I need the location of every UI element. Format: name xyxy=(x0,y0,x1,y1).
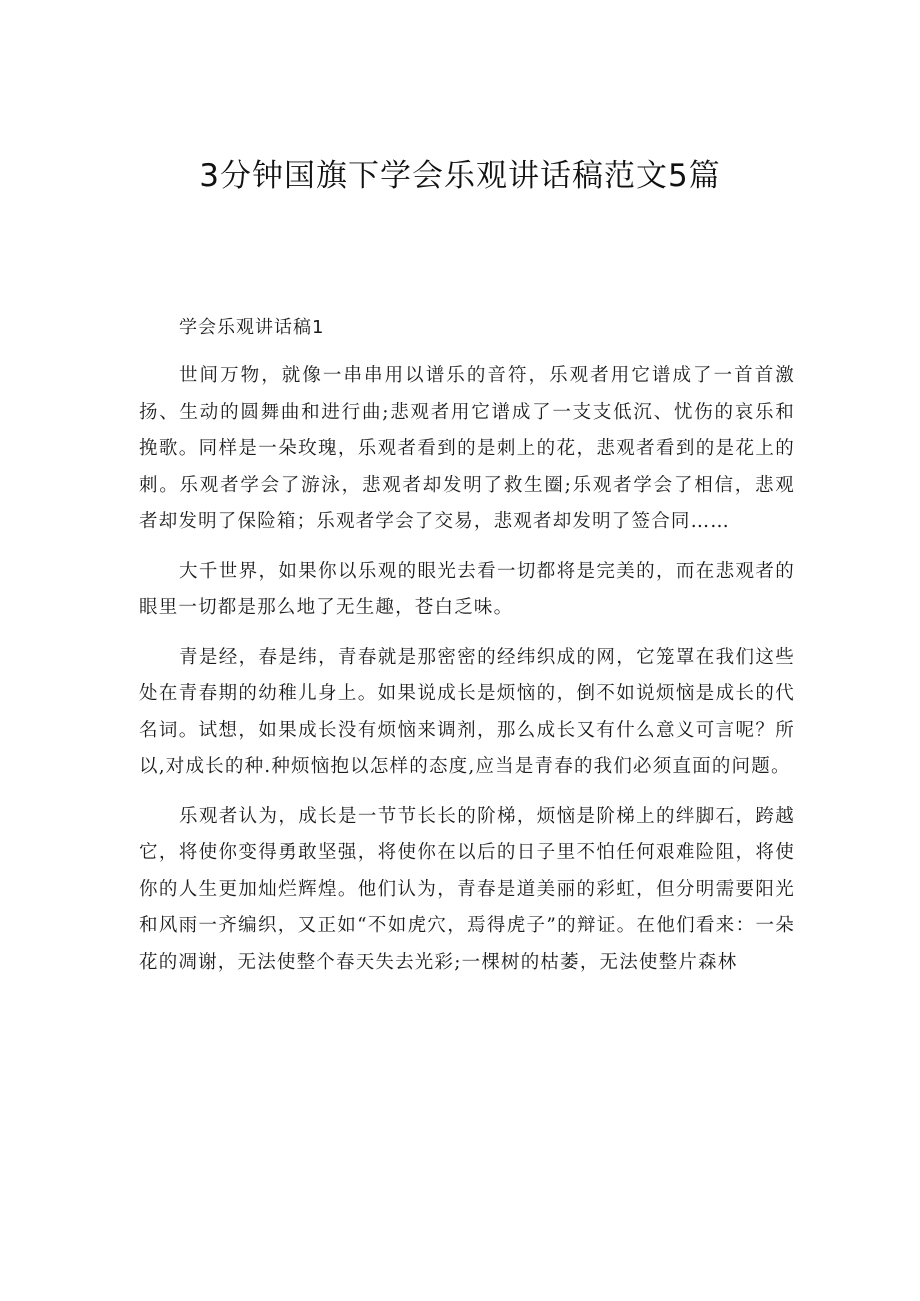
document-body xyxy=(139,311,795,994)
paragraph-4: 乐观者认为，成长是一节节长长的阶梯，烦恼是阶梯上的绊脚石，跨越它，将使你变得勇敢坚强，将使你在以后的日子里不怕任何艰难险阻，将使你的人生更加灿烂辉煌。他们认为，青春是道美丽的彩虹，但分明需要阳光和风雨一齐编织，又正如“不如虎穴，焉得虎子”的辩证。在他们看来：一朵花的凋谢，无法使整个春天失去光彩;一棵树的枯萎，无法使整片森林 xyxy=(139,805,795,973)
paragraph-3: 青是经，春是纬，青春就是那密密的经纬织成的网，它笼罩在我们这些处在青春期的幼稚儿身上。如果说成长是烦恼的，倒不如说烦恼是成长的代名词。试想，如果成长没有烦恼来调剂，那么成长又有什么意义可言呢？所以,对成长的种.种烦恼抱以怎样的态度,应当是青春的我们必须直面的问题。 xyxy=(139,646,795,777)
paragraph-2: 大千世界，如果你以乐观的眼光去看一切都将是完美的，而在悲观者的眼里一切都是那么地了无生趣，苍白乏味。 xyxy=(139,560,795,618)
section-heading: 学会乐观讲话稿1 xyxy=(179,317,325,338)
paragraph-1: 世间万物，就像一串串用以谱乐的音符，乐观者用它谱成了一首首激扬、生动的圆舞曲和进行曲;悲观者用它谱成了一支支低沉、忧伤的哀乐和挽歌。同样是一朵玫瑰，乐观者看到的是刺上的花，悲观者看到的是花上的刺。乐观者学会了游泳，悲观者却发明了救生圈;乐观者学会了相信，悲观者却发明了保险箱；乐观者学会了交易，悲观者却发明了签合同…… xyxy=(139,365,795,532)
document-title: 3分钟国旗下学会乐观讲话稿范文5篇 xyxy=(199,158,721,194)
